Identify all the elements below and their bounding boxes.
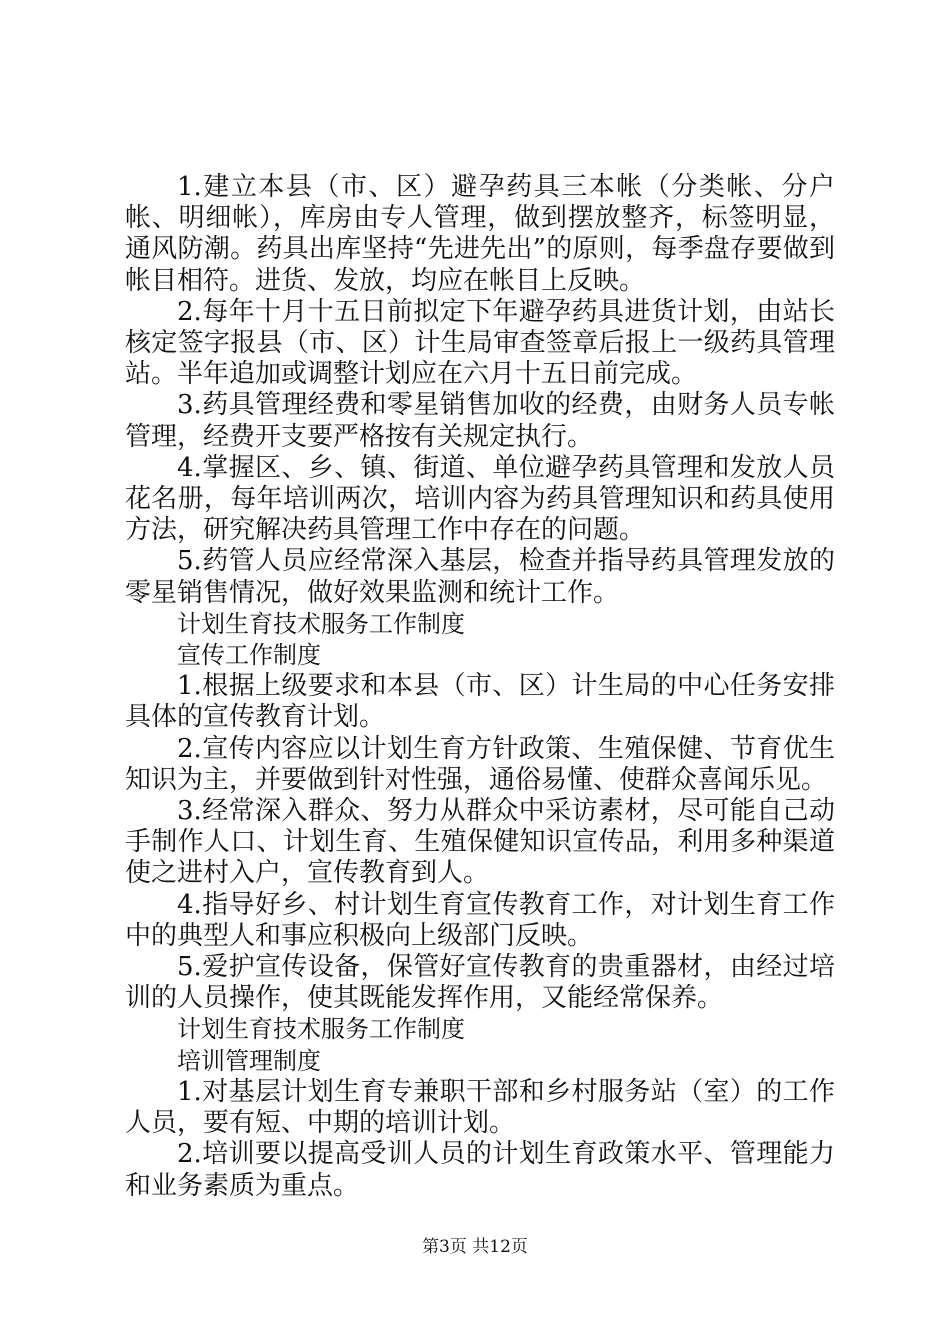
section-subheading: 宣传工作制度 bbox=[177, 641, 321, 670]
document-body bbox=[125, 172, 835, 1202]
paragraph: 2.培训要以提高受训人员的计划生育政策水平、管理能力和业务素质为重点。 bbox=[125, 1139, 835, 1201]
paragraph: 1.建立本县（市、区）避孕药具三本帐（分类帐、分户帐、明细帐），库房由专人管理，做到摆放整齐，标签明显，通风防潮。药具出库坚持“先进先出”的原则，每季盘存要做到帐目相符。进货、发放，均应在帐目上反映。 bbox=[125, 172, 835, 296]
paragraph: 4.指导好乡、村计划生育宣传教育工作，对计划生育工作中的典型人和事应积极向上级部门反映。 bbox=[125, 889, 835, 951]
paragraph: 5.爱护宣传设备，保管好宣传教育的贵重器材，由经过培训的人员操作，使其既能发挥作用，又能经常保养。 bbox=[125, 952, 835, 1014]
paragraph: 1.根据上级要求和本县（市、区）计生局的中心任务安排具体的宣传教育计划。 bbox=[125, 671, 835, 733]
section-subheading: 培训管理制度 bbox=[177, 1046, 321, 1075]
paragraph: 3.药具管理经费和零星销售加收的经费，由财务人员专帐管理，经费开支要严格按有关规定执行。 bbox=[125, 390, 835, 452]
paragraph: 2.宣传内容应以计划生育方针政策、生殖保健、节育优生知识为主，并要做到针对性强，通俗易懂、使群众喜闻乐见。 bbox=[125, 733, 835, 795]
paragraph: 2.每年十月十五日前拟定下年避孕药具进货计划，由站长核定签字报县（市、区）计生局审查签章后报上一级药具管理站。半年追加或调整计划应在六月十五日前完成。 bbox=[125, 296, 835, 390]
section-heading: 计划生育技术服务工作制度 bbox=[177, 609, 465, 638]
paragraph: 3.经常深入群众、努力从群众中采访素材，尽可能自己动手制作人口、计划生育、生殖保健知识宣传品，利用多种渠道使之进村入户，宣传教育到人。 bbox=[125, 796, 835, 889]
paragraph: 1.对基层计划生育专兼职干部和乡村服务站（室）的工作人员，要有短、中期的培训计划。 bbox=[125, 1076, 835, 1139]
page-number-footer: 第3页 共12页 bbox=[422, 1237, 528, 1257]
section-heading: 计划生育技术服务工作制度 bbox=[177, 1015, 465, 1044]
paragraph: 4.掌握区、乡、镇、街道、单位避孕药具管理和发放人员花名册，每年培训两次，培训内容为药具管理知识和药具使用方法，研究解决药具管理工作中存在的问题。 bbox=[125, 452, 835, 546]
paragraph: 5.药管人员应经常深入基层，检查并指导药具管理发放的零星销售情况，做好效果监测和统计工作。 bbox=[125, 546, 835, 608]
